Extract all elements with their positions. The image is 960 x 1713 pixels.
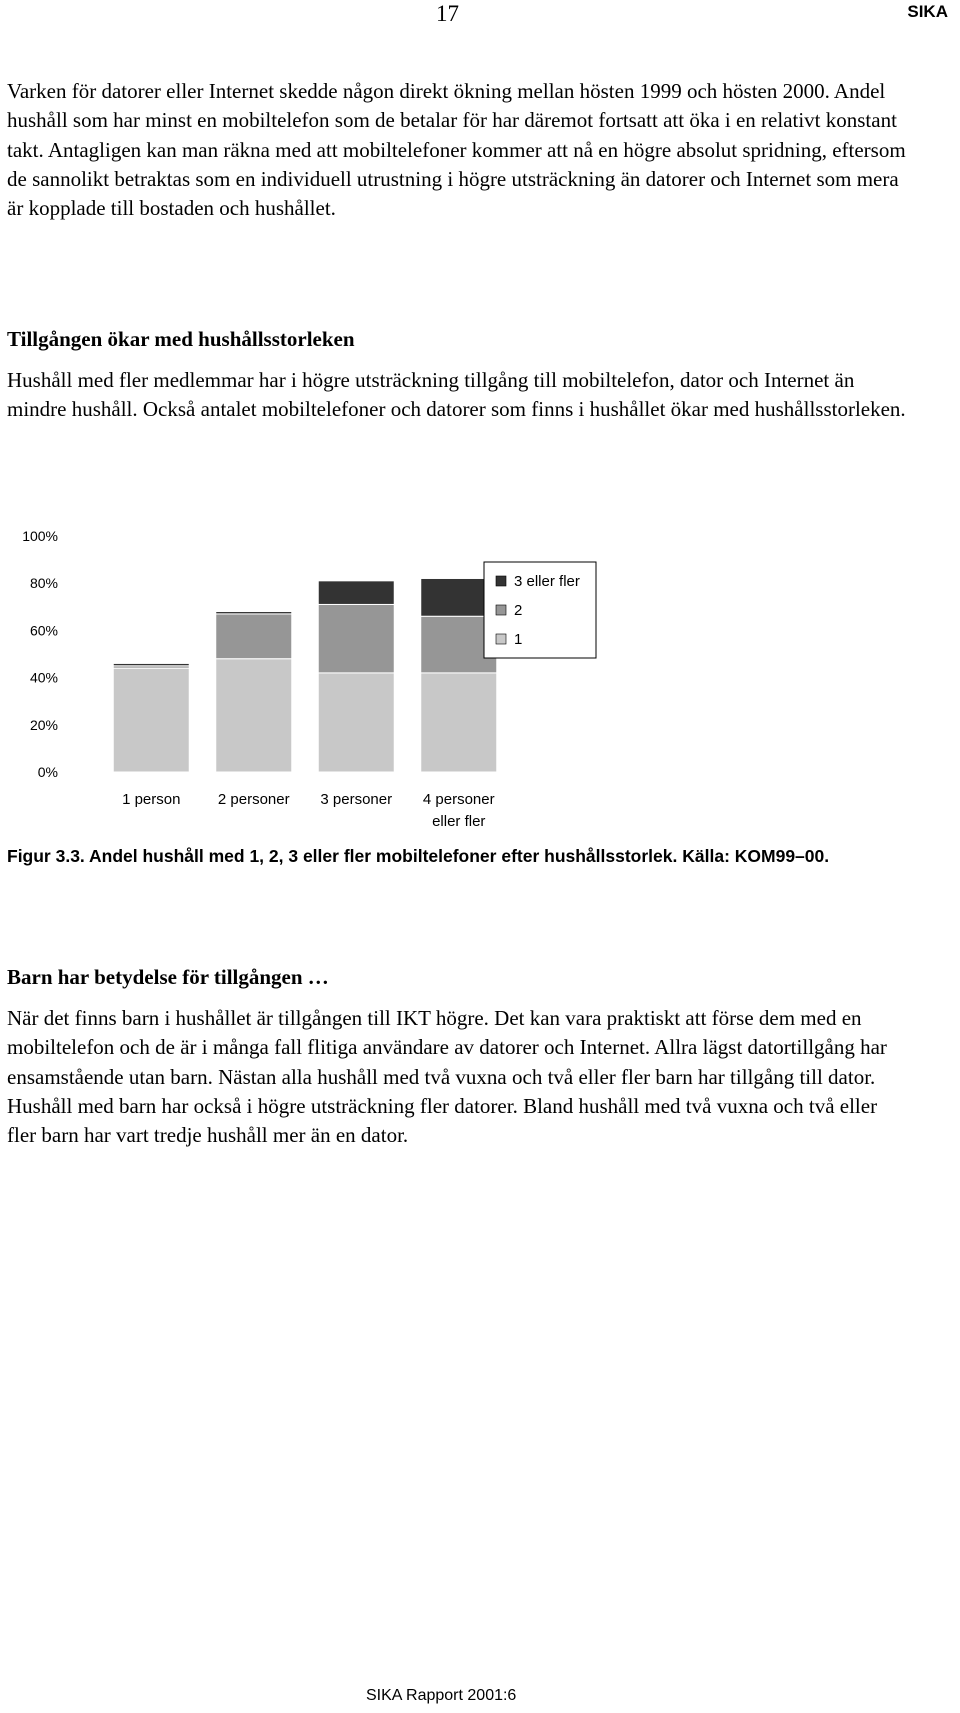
y-tick-label: 80%	[29, 575, 58, 592]
page-footer: SIKA Rapport 2001:6	[366, 1687, 517, 1704]
bar-segment	[318, 673, 394, 772]
paragraph-children: När det finns barn i hushållet är tillgången till IKT högre. Det kan vara praktiskt att förse dem med en mobiltelefon och de är i många fall flitiga användare av datorer och Internet. Allra lägst datortillgång har ensamstående utan barn. Nästan alla hushåll med två vuxna och två eller fler barn har tillgång till dator. Hushåll med barn har också i högre utsträckning fler datorer. Bland hushåll med två vuxna och två eller fler barn har vart tredje hushåll mer än en dator.	[7, 1006, 887, 1148]
bar-segment	[216, 659, 292, 772]
header-brand: SIKA	[907, 2, 948, 21]
legend-label: 1	[514, 631, 523, 648]
bar-segment	[113, 663, 189, 665]
paragraph-household-size: Hushåll med fler medlemmar har i högre utsträckning tillgång till mobiltelefon, dator och Internet än mindre hushåll. Också antalet mobiltelefoner och datorer som finns i hushållet ökar med hushållsstorleken.	[7, 368, 906, 422]
legend-swatch	[496, 605, 506, 615]
bar-segment	[113, 668, 189, 772]
legend-label: 2	[514, 602, 523, 619]
legend-swatch	[496, 576, 506, 586]
x-tick-label: 3 personer	[320, 791, 393, 808]
figure-caption: Figur 3.3. Andel hushåll med 1, 2, 3 eller fler mobiltelefoner efter hushållsstorlek. Källa: KOM99–00.	[7, 846, 830, 866]
chart-legend	[484, 562, 596, 658]
y-axis	[22, 528, 58, 780]
legend-swatch	[496, 634, 506, 644]
y-tick-label: 100%	[22, 528, 58, 544]
paragraph-intro: Varken för datorer eller Internet skedde någon direkt ökning mellan hösten 1999 och hösten 2000. Andel hushåll som har minst en mobiltelefon som de betalar för har däremot fortsatt att öka i en relativt konstant takt. Antagligen kan man räkna med att mobiltelefoner kommer att nå en högre absolut spridning, eftersom de sannolikt betraktas som en individuell utrustning i högre utsträckning än datorer och Internet som mera är kopplade till bostaden och hushållet.	[7, 79, 906, 221]
x-tick-label: 1 person	[122, 791, 181, 808]
page-number: 17	[436, 1, 459, 26]
bar-group	[113, 578, 497, 772]
section-heading-household-size: Tillgången ökar med hushållsstorleken	[7, 327, 355, 351]
bar-segment	[318, 581, 394, 605]
y-tick-label: 40%	[29, 669, 58, 686]
y-tick-label: 20%	[29, 716, 58, 733]
y-tick-label: 0%	[37, 764, 58, 780]
x-axis	[122, 791, 495, 830]
section-heading-children: Barn har betydelse för tillgången …	[7, 965, 329, 989]
x-tick-label: 2 personer	[217, 791, 290, 808]
bar-segment	[216, 614, 292, 659]
bar-segment	[318, 604, 394, 672]
x-tick-label: 4 personer eller fler	[422, 791, 495, 830]
legend-label: 3 eller fler	[514, 573, 580, 590]
stacked-bar-chart	[0, 520, 960, 842]
y-tick-label: 60%	[29, 622, 58, 639]
bar-segment	[421, 673, 497, 772]
bar-segment	[216, 612, 292, 614]
